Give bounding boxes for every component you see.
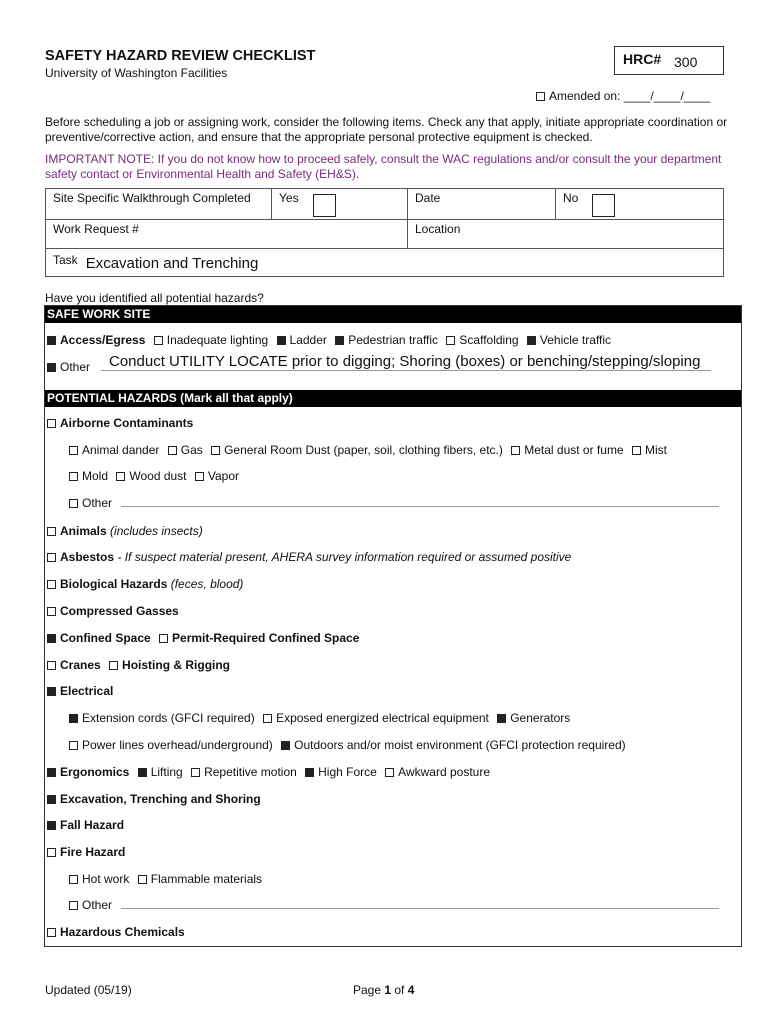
airborne-label: Airborne Contaminants (60, 416, 194, 430)
safe-site-row (47, 333, 611, 347)
repetitive-label: Repetitive motion (204, 765, 297, 779)
mold-label: Mold (82, 469, 109, 483)
ergonomics-checkbox[interactable] (47, 768, 56, 777)
page-of: of (391, 983, 408, 997)
amended-label: Amended on: ____/____/____ (549, 89, 711, 103)
vehicle-traffic-label: Vehicle traffic (539, 333, 612, 347)
hot-work-label: Hot work (82, 872, 130, 886)
airborne-other-checkbox[interactable] (69, 499, 78, 508)
airborne-options-row-1 (69, 443, 667, 457)
airborne-options-row-2 (69, 469, 239, 483)
hoisting-label: Hoisting & Rigging (122, 658, 231, 672)
fire-row (47, 845, 125, 859)
info-table (45, 188, 724, 277)
task-field[interactable] (46, 249, 724, 277)
electrical-checkbox[interactable] (47, 687, 56, 696)
confined-label: Confined Space (60, 631, 151, 645)
fire-other-label: Other (82, 898, 113, 912)
extension-cords-checkbox[interactable] (69, 714, 78, 723)
updated-date: Updated (05/19) (45, 983, 132, 997)
hrc-field[interactable] (614, 46, 724, 75)
lifting-label: Lifting (150, 765, 183, 779)
confined-row (47, 631, 359, 645)
extension-cords-label: Extension cords (GFCI required) (82, 711, 255, 725)
lifting-checkbox[interactable] (138, 768, 147, 777)
compressed-checkbox[interactable] (47, 607, 56, 616)
safe-site-other-input[interactable] (101, 370, 711, 371)
walkthrough-label: Site Specific Walkthrough Completed (46, 189, 272, 220)
metal-dust-checkbox[interactable] (511, 446, 520, 455)
outdoors-checkbox[interactable] (281, 741, 290, 750)
airborne-other-label: Other (82, 496, 113, 510)
cranes-label: Cranes (60, 658, 101, 672)
task-label: Task (53, 253, 78, 267)
permit-confined-checkbox[interactable] (159, 634, 168, 643)
potential-hazards-header: POTENTIAL HAZARDS (Mark all that apply) (45, 390, 741, 407)
no-label: No (563, 191, 579, 205)
safe-work-site-header: SAFE WORK SITE (45, 306, 741, 323)
amended-field[interactable] (536, 89, 710, 103)
cranes-checkbox[interactable] (47, 661, 56, 670)
confined-checkbox[interactable] (47, 634, 56, 643)
scaffolding-checkbox[interactable] (446, 336, 455, 345)
fall-label: Fall Hazard (60, 818, 125, 832)
asbestos-note: - If suspect material present, AHERA survey information required or assumed positive (117, 550, 572, 564)
asbestos-checkbox[interactable] (47, 553, 56, 562)
page-total: 4 (407, 983, 415, 997)
electrical-label: Electrical (60, 684, 114, 698)
animal-dander-checkbox[interactable] (69, 446, 78, 455)
inadequate-lighting-label: Inadequate lighting (166, 333, 269, 347)
awkward-label: Awkward posture (398, 765, 490, 779)
excavation-row (47, 792, 261, 806)
yes-checkbox[interactable] (313, 194, 336, 217)
fire-checkbox[interactable] (47, 848, 56, 857)
fire-other-input[interactable] (121, 908, 719, 909)
fire-other-row (69, 898, 719, 912)
hoisting-checkbox[interactable] (109, 661, 118, 670)
room-dust-label: General Room Dust (paper, soil, clothing fibers, etc.) (224, 443, 503, 457)
vapor-checkbox[interactable] (195, 472, 204, 481)
excavation-checkbox[interactable] (47, 795, 56, 804)
ladder-checkbox[interactable] (277, 336, 286, 345)
hazardous-chem-row (47, 925, 185, 939)
biological-label: Biological Hazards (60, 577, 168, 591)
vehicle-traffic-checkbox[interactable] (527, 336, 536, 345)
location-label: Location (415, 222, 461, 236)
hrc-value: 300 (674, 54, 698, 70)
no-checkbox[interactable] (592, 194, 615, 217)
pedestrian-traffic-label: Pedestrian traffic (348, 333, 439, 347)
task-value: Excavation and Trenching (85, 255, 259, 272)
safe-site-other-checkbox[interactable] (47, 363, 56, 372)
mold-checkbox[interactable] (69, 472, 78, 481)
safe-site-other-value: Conduct UTILITY LOCATE prior to digging; Shoring (boxes) or benching/stepping/sloping (109, 353, 701, 370)
fire-other-checkbox[interactable] (69, 901, 78, 910)
excavation-label: Excavation, Trenching and Shoring (60, 792, 261, 806)
high-force-label: High Force (318, 765, 377, 779)
fire-label: Fire Hazard (60, 845, 126, 859)
hazardous-chem-label: Hazardous Chemicals (60, 925, 185, 939)
room-dust-checkbox[interactable] (211, 446, 220, 455)
pedestrian-traffic-checkbox[interactable] (335, 336, 344, 345)
scaffolding-label: Scaffolding (459, 333, 519, 347)
wood-dust-label: Wood dust (129, 469, 187, 483)
animals-label: Animals (60, 524, 107, 538)
compressed-row (47, 604, 179, 618)
page-title: SAFETY HAZARD REVIEW CHECKLIST (45, 48, 316, 64)
work-request-field[interactable] (46, 220, 408, 249)
biological-checkbox[interactable] (47, 580, 56, 589)
fall-checkbox[interactable] (47, 821, 56, 830)
amended-checkbox[interactable] (536, 92, 545, 101)
animals-note: (includes insects) (110, 524, 203, 538)
gas-label: Gas (180, 443, 203, 457)
electrical-options-row-2 (69, 738, 626, 752)
work-request-label: Work Request # (53, 222, 139, 236)
safe-site-other-label: Other (60, 360, 91, 374)
airborne-other-row (69, 496, 719, 510)
access-egress-label: Access/Egress (60, 333, 146, 347)
mist-label: Mist (644, 443, 667, 457)
date-label: Date (415, 191, 441, 205)
checklist-frame (44, 305, 742, 947)
page-number (353, 983, 414, 997)
hazards-question: Have you identified all potential hazards? (45, 291, 264, 305)
date-field[interactable] (408, 189, 556, 220)
vapor-label: Vapor (207, 469, 239, 483)
high-force-checkbox[interactable] (305, 768, 314, 777)
mist-checkbox[interactable] (632, 446, 641, 455)
intro-text: Before scheduling a job or assigning work, consider the following items. Check any that apply, initiate appropriate coordination or preventive/corrective action, and ensure that the appropriate personal protective equipment is checked. (45, 115, 728, 144)
asbestos-row (47, 550, 571, 564)
cranes-row (47, 658, 230, 672)
outdoors-label: Outdoors and/or moist environment (GFCI protection required) (294, 738, 626, 752)
power-lines-label: Power lines overhead/underground) (82, 738, 273, 752)
power-lines-checkbox[interactable] (69, 741, 78, 750)
exposed-equipment-checkbox[interactable] (263, 714, 272, 723)
page-subtitle: University of Washington Facilities (45, 66, 228, 80)
walkthrough-yes-cell[interactable] (272, 189, 408, 220)
page-prefix: Page (353, 983, 385, 997)
yes-label: Yes (279, 191, 299, 205)
airborne-row (47, 416, 193, 430)
animals-row (47, 524, 203, 538)
hazardous-chem-checkbox[interactable] (47, 928, 56, 937)
flammable-checkbox[interactable] (138, 875, 147, 884)
exposed-equipment-label: Exposed energized electrical equipment (276, 711, 489, 725)
metal-dust-label: Metal dust or fume (524, 443, 624, 457)
electrical-options-row-1 (69, 711, 570, 725)
fall-row (47, 818, 124, 832)
page-current: 1 (384, 983, 392, 997)
ladder-label: Ladder (289, 333, 327, 347)
gas-checkbox[interactable] (168, 446, 177, 455)
walkthrough-no-cell[interactable] (556, 189, 724, 220)
flammable-label: Flammable materials (150, 872, 263, 886)
biological-note: (feces, blood) (170, 577, 244, 591)
ergonomics-label: Ergonomics (60, 765, 130, 779)
permit-confined-label: Permit-Required Confined Space (172, 631, 360, 645)
safe-site-other-row (47, 353, 711, 374)
compressed-label: Compressed Gasses (60, 604, 179, 618)
ergonomics-row (47, 765, 490, 779)
awkward-checkbox[interactable] (385, 768, 394, 777)
access-egress-checkbox[interactable] (47, 336, 56, 345)
generators-checkbox[interactable] (497, 714, 506, 723)
hrc-label: HRC# (623, 51, 662, 67)
fire-options-row (69, 872, 262, 886)
important-note: IMPORTANT NOTE: If you do not know how to proceed safely, consult the WAC regulations and/or consult the your department safety contact or Environmental Health and Safety (EH&S). (45, 152, 722, 181)
location-field[interactable] (408, 220, 724, 249)
generators-label: Generators (510, 711, 571, 725)
inadequate-lighting-checkbox[interactable] (154, 336, 163, 345)
animals-checkbox[interactable] (47, 527, 56, 536)
asbestos-label: Asbestos (60, 550, 115, 564)
electrical-row (47, 684, 113, 698)
airborne-checkbox[interactable] (47, 419, 56, 428)
repetitive-checkbox[interactable] (191, 768, 200, 777)
animal-dander-label: Animal dander (82, 443, 160, 457)
wood-dust-checkbox[interactable] (116, 472, 125, 481)
biological-row (47, 577, 243, 591)
airborne-other-input[interactable] (121, 506, 719, 507)
hot-work-checkbox[interactable] (69, 875, 78, 884)
